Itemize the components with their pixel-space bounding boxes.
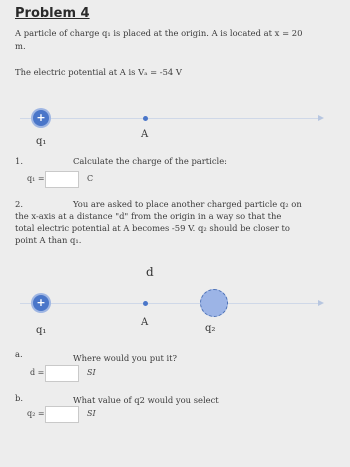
distance-d-label: d (146, 265, 154, 279)
q1-label: q₁ (36, 325, 47, 336)
positive-charge-icon: + (33, 110, 49, 126)
part-b-letter: b. (15, 393, 24, 403)
question-2-line-1: You are asked to place another charged particle q₂ on (73, 199, 302, 209)
point-a-dot (143, 116, 148, 121)
d-input[interactable] (45, 365, 79, 382)
d-field-label: d = (30, 368, 45, 377)
part-a-letter: a. (15, 349, 23, 359)
question-2-line-3: total electric potential at A becomes -59 V. q₂ should be closer to (15, 223, 290, 233)
intro-line-1: A particle of charge q₁ is placed at the origin. A is located at x = 20 (15, 28, 303, 38)
point-a-label: A (141, 129, 149, 140)
q1-unit: C (87, 174, 94, 183)
axis-arrow-icon (318, 300, 324, 306)
q2-charge-icon (200, 289, 228, 317)
intro-line-2: m. (15, 41, 26, 51)
axis-arrow-icon (318, 115, 324, 121)
q2-field-label: q₂ = (27, 409, 45, 418)
q1-label: q₁ (36, 136, 47, 147)
d-unit: SI (87, 368, 96, 377)
q2-label: q₂ (205, 323, 216, 334)
point-a-dot (143, 301, 148, 306)
q2-input[interactable] (45, 406, 79, 423)
part-a-prompt: Where would you put it? (73, 353, 178, 363)
positive-charge-icon: + (33, 295, 49, 311)
x-axis (20, 303, 320, 304)
question-1-prompt: Calculate the charge of the particle: (73, 156, 227, 166)
question-1-number: 1. (15, 156, 23, 166)
q2-unit: SI (87, 409, 96, 418)
question-2-line-2: the x-axis at a distance "d" from the origin in a way so that the (15, 211, 282, 221)
point-a-label: A (141, 317, 149, 328)
q1-field-label: q₁ = (27, 174, 45, 183)
question-2-number: 2. (15, 199, 23, 209)
part-b-prompt: What value of q2 would you select (73, 395, 219, 405)
problem-title: Problem 4 (15, 6, 90, 21)
question-2-line-4: point A than q₁. (15, 235, 82, 245)
q1-input[interactable] (45, 171, 79, 188)
potential-statement: The electric potential at A is Vₐ = -54 V (15, 67, 182, 77)
x-axis (20, 118, 320, 119)
